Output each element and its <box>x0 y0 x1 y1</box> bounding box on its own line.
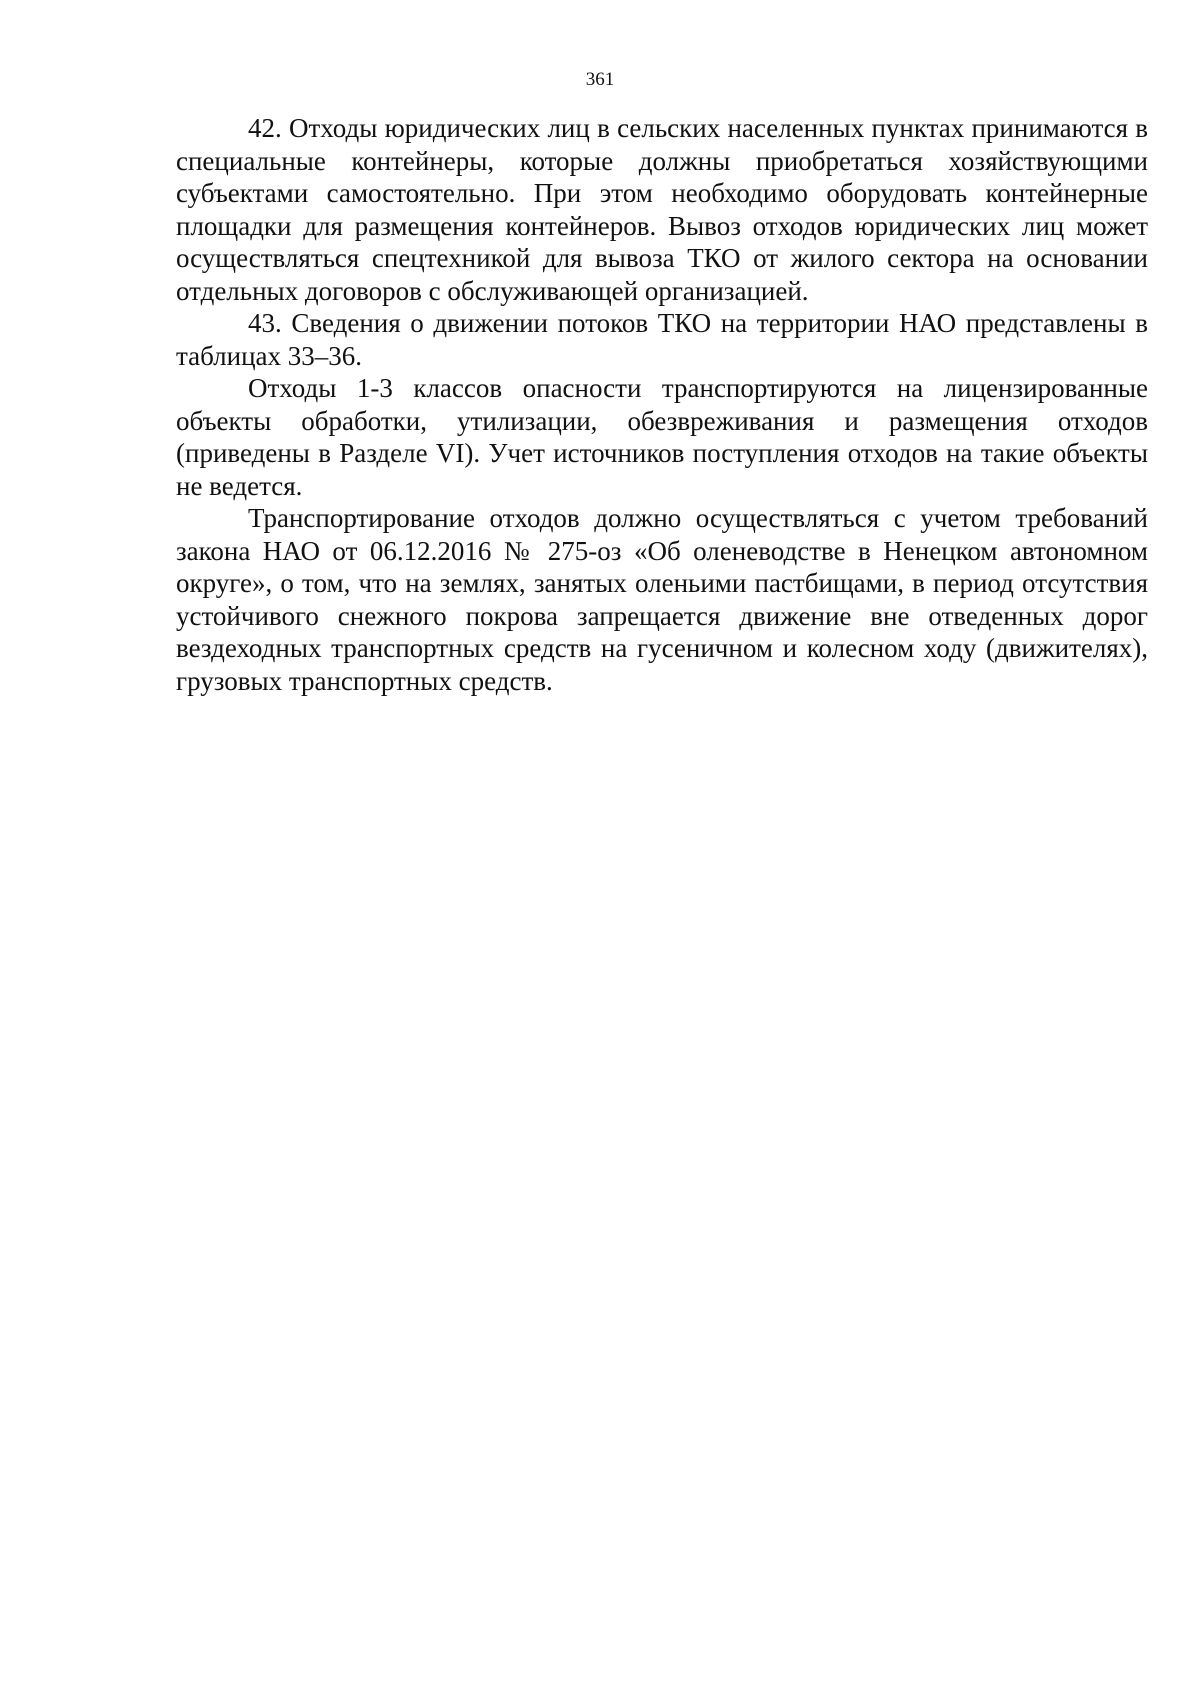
document-body <box>176 112 1148 697</box>
paragraph-43: 43. Сведения о движении потоков ТКО на территории НАО представлены в таблицах 33–36. <box>176 308 1148 371</box>
page-number: 361 <box>585 69 615 90</box>
paragraph-hazard-classes: Отходы 1-3 классов опасности транспортируются на лицензированные объекты обработки, утилизации, обезвреживания и размещения отходов (приведены в Разделе VI). Учет источников поступления отходов на такие объекты не ведется. <box>176 373 1148 501</box>
paragraph-42: 42. Отходы юридических лиц в сельских населенных пунктах принимаются в специальные контейнеры, которые должны приобретаться хозяйствующими субъектами самостоятельно. При этом необходимо оборудовать контейнерные площадки для размещения контейнеров. Вывоз отходов юридических лиц может осуществляться спецтехникой для вывоза ТКО от жилого сектора на основании отдельных договоров с обслуживающей организацией. <box>176 113 1148 306</box>
paragraph-transportation: Транспортирование отходов должно осуществляться с учетом требований закона НАО от 06.12.2016 № 275-оз «Об оленеводстве в Ненецком автономном округе», о том, что на землях, занятых оленьими пастбищами, в период отсутствия устойчивого снежного покрова запрещается движение вне отведенных дорог вездеходных транспортных средств на гусеничном и колесном ходу (движителях), грузовых транспортных средств. <box>176 503 1148 696</box>
